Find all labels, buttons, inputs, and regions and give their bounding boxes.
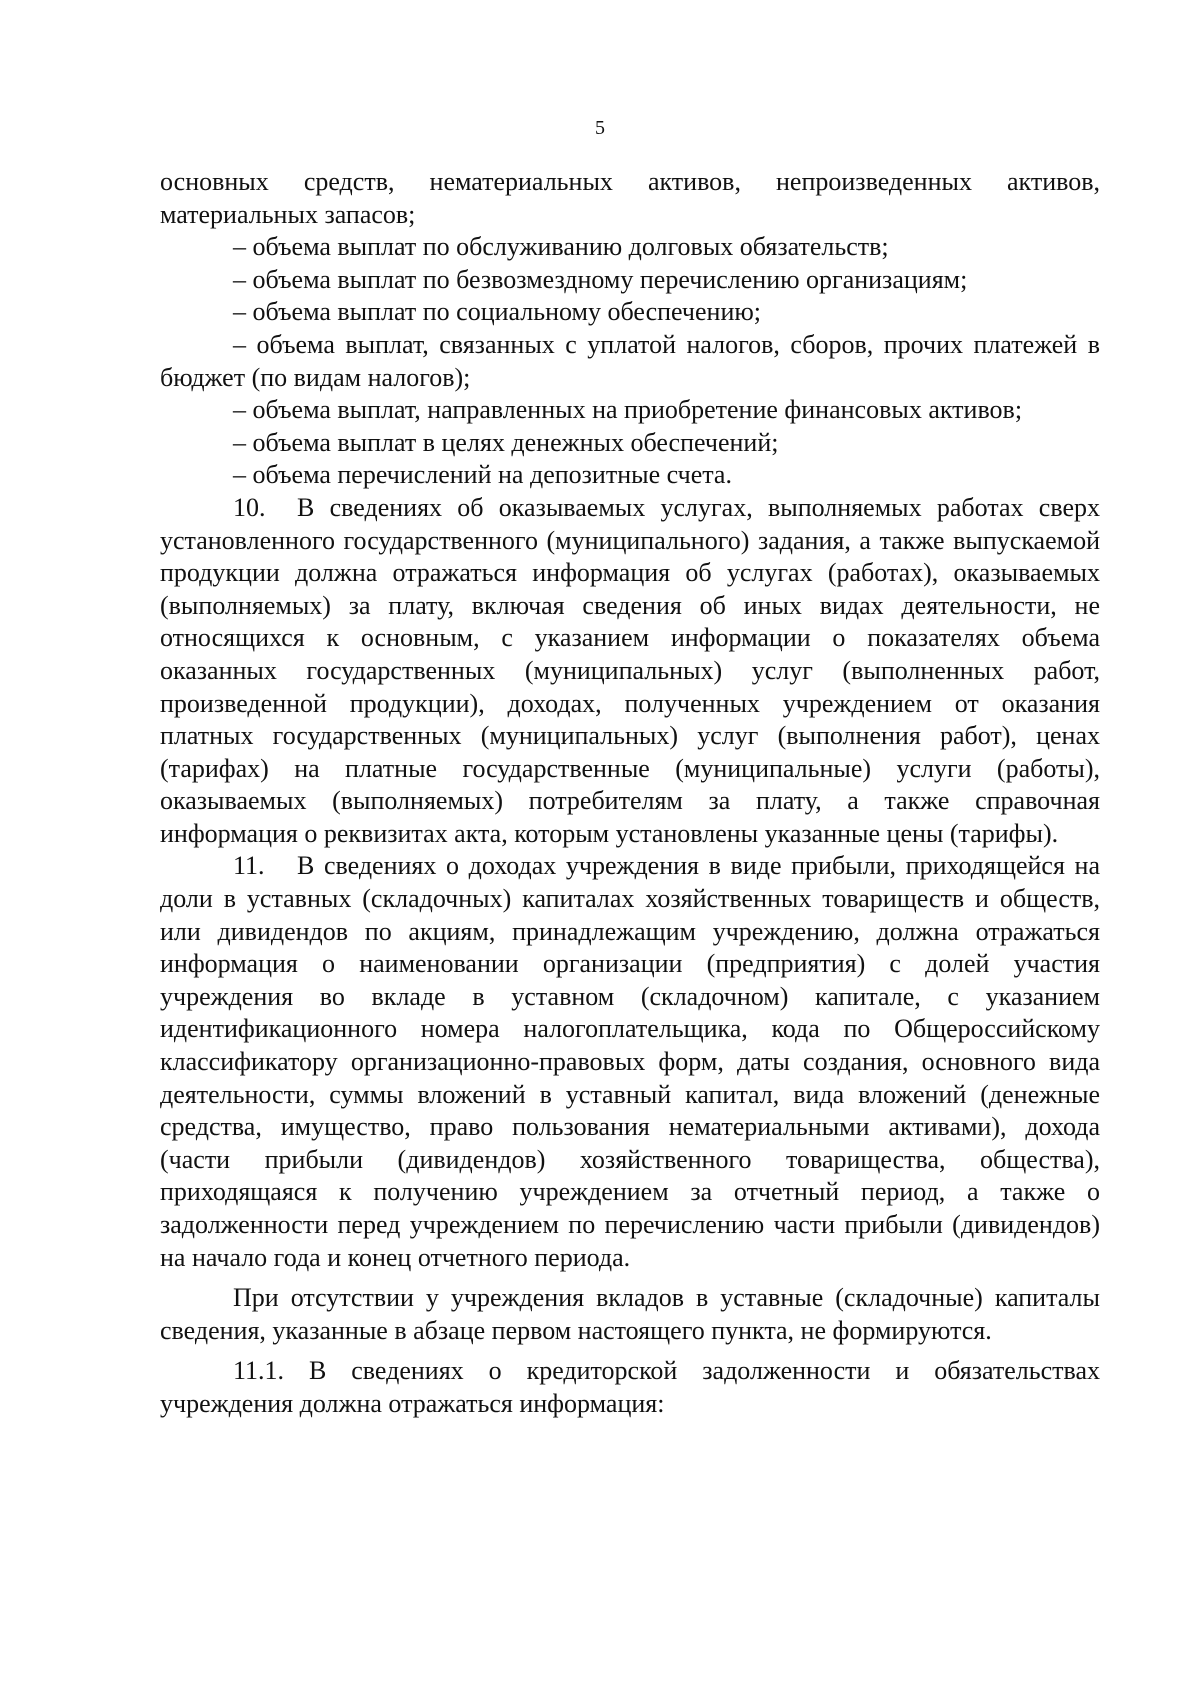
item-11-text: В сведениях о доходах учреждения в виде прибыли, приходящейся на доли в уставных (складочных) капиталах хозяйственных товариществ и обществ, или дивидендов по акциям, принадлежащим учреждению, должна отражаться информация о наименовании организации (предприятия) с долей участия учреждения во вкладе в уставном (складочном) капитале, с указанием идентификационного номера налогоплательщика, кода по Общероссийскому классификатору организационно-правовых форм, даты создания, основного вида деятельности, суммы вложений в уставный капитал, вида вложений (денежные средства, имущество, право пользования нематериальными активами), дохода (части прибыли (дивидендов) хозяйственного товарищества, общества), приходящаяся к получению учреждением за отчетный период, а также о задолженности перед учреждением по перечислению части прибыли (дивидендов) на начало года и конец отчетного периода. — [160, 851, 1100, 1272]
list-item-monetary-allowances: – объема выплат в целях денежных обеспечений; — [233, 427, 779, 457]
list-item-debt-payments: – объема выплат по обслуживанию долговых обязательств; — [233, 232, 889, 262]
item-number-11: 11. — [233, 851, 265, 881]
paragraph-gap — [160, 1347, 1100, 1355]
paragraph-continuation: основных средств, нематериальных активов, непроизведенных активов, материальных запасов; — [160, 167, 1100, 229]
paragraph-no-contributions: При отсутствии у учреждения вкладов в уставные (складочные) капиталы сведения, указанные в абзаце первом настоящего пункта, не формируются. — [160, 1283, 1100, 1345]
item-10-text: В сведениях об оказываемых услугах, выполняемых работах сверх установленного государственного (муниципального) задания, а также выпускаемой продукции должна отражаться информация об услугах (работах), оказываемых (выполняемых) за плату, включая сведения об иных видах деятельности, не относящихся к основным, с указанием информации о показателях объема оказанных государственных (муниципальных) услуг (выполненных работ, произведенной продукции), доходах, полученных учреждением от оказания платных государственных (муниципальных) услуг (выполнения работ), ценах (тарифах) на платные государственные (муниципальные) услуги (работы), оказываемых (выполняемых) потребителям за плату, а также справочная информация о реквизитах акта, которым установлены указанные цены (тарифы). — [160, 492, 1100, 848]
list-item-tax-payments: – объема выплат, связанных с уплатой налогов, сборов, прочих платежей в бюджет (по видам налогов); — [160, 329, 1100, 392]
list-item-deposit-transfers: – объема перечислений на депозитные счета. — [233, 460, 732, 490]
document-body — [160, 166, 1100, 1421]
paragraph-item-11-1: 11.1. В сведениях о кредиторской задолженности и обязательствах учреждения должна отражаться информация: — [160, 1356, 1100, 1418]
paragraph-item-11 — [160, 850, 1100, 1274]
paragraph-item-10 — [160, 492, 1100, 851]
list-item-gratuitous-transfers: – объема выплат по безвозмездному перечислению организациям; — [233, 264, 968, 294]
page-number: 5 — [595, 117, 605, 139]
item-number-10: 10. — [233, 492, 266, 522]
list-item-social-security: – объема выплат по социальному обеспечению; — [233, 297, 762, 327]
paragraph-gap — [160, 1274, 1100, 1282]
list-item-financial-assets: – объема выплат, направленных на приобретение финансовых активов; — [233, 395, 1023, 425]
